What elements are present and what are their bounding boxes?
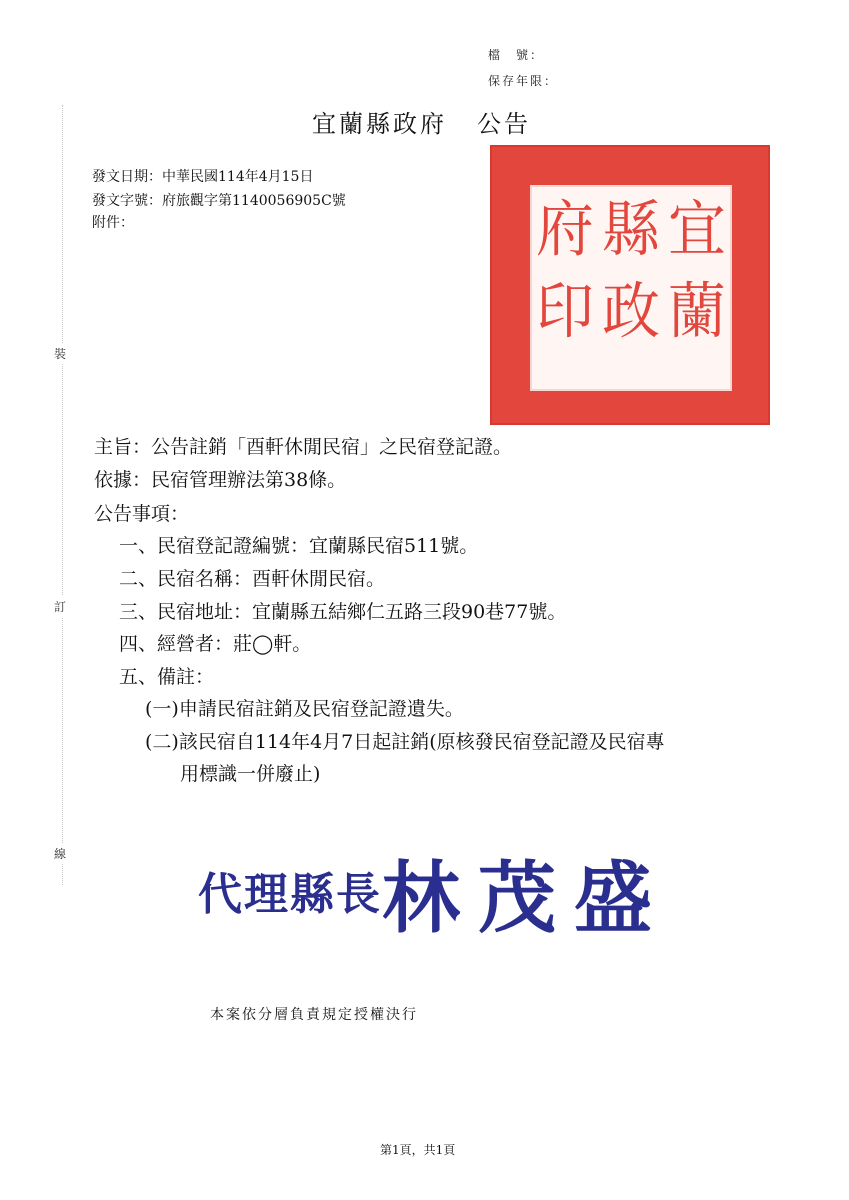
authorization-note: 本案依分層負責規定授權決行 [210, 1007, 418, 1023]
seal-char: 宜 [667, 193, 726, 265]
items-heading: 公告事項： [94, 503, 190, 525]
page-number: 第1頁，共1頁 [380, 1143, 456, 1157]
page-title [312, 104, 531, 139]
binding-mark-ding: 訂 [54, 596, 66, 617]
list-item: 一、民宿登記證編號：宜蘭縣民宿511號。 [119, 535, 479, 557]
note-item: (一)申請民宿註銷及民宿登記證遺失。 [145, 698, 464, 720]
subject-line: 主旨：公告註銷「酉軒休閒民宿」之民宿登記證。 [94, 436, 513, 458]
binding-mark-xian: 線 [54, 843, 66, 864]
seal-char: 政 [601, 275, 660, 347]
list-item: 三、民宿地址：宜蘭縣五結鄉仁五路三段90巷77號。 [119, 601, 567, 623]
agency-name: 宜蘭縣政府 [312, 110, 447, 138]
seal-char: 印 [535, 275, 594, 347]
signature-title: 代理縣長 [198, 869, 382, 920]
seal-char: 蘭 [667, 275, 726, 347]
file-number-label: 檔 號： [488, 48, 545, 62]
document-type: 公告 [477, 110, 531, 138]
binding-rule [62, 105, 63, 885]
note-item-continued: 用標識一併廢止) [180, 763, 321, 785]
list-item: 二、民宿名稱：酉軒休閒民宿。 [119, 568, 386, 590]
attachment-label: 附件： [92, 215, 134, 231]
issue-date: 發文日期：中華民國114年4月15日 [92, 169, 314, 185]
note-item: (二)該民宿自114年4月7日起註銷(原核發民宿登記證及民宿專 [145, 731, 665, 753]
seal-char: 府 [535, 193, 594, 265]
list-item: 四、經營者：莊◯軒。 [119, 633, 312, 655]
document-number: 發文字號：府旅觀字第1140056905C號 [92, 193, 346, 209]
seal-inner-frame [530, 185, 732, 391]
seal-char: 縣 [601, 193, 660, 265]
binding-mark-zhuang: 裝 [54, 343, 66, 364]
basis-line: 依據：民宿管理辦法第38條。 [94, 469, 347, 491]
official-seal [490, 145, 770, 425]
retention-label: 保存年限： [488, 74, 559, 88]
signature-name: 林茂盛 [382, 854, 671, 944]
list-item: 五、備註： [119, 666, 215, 688]
